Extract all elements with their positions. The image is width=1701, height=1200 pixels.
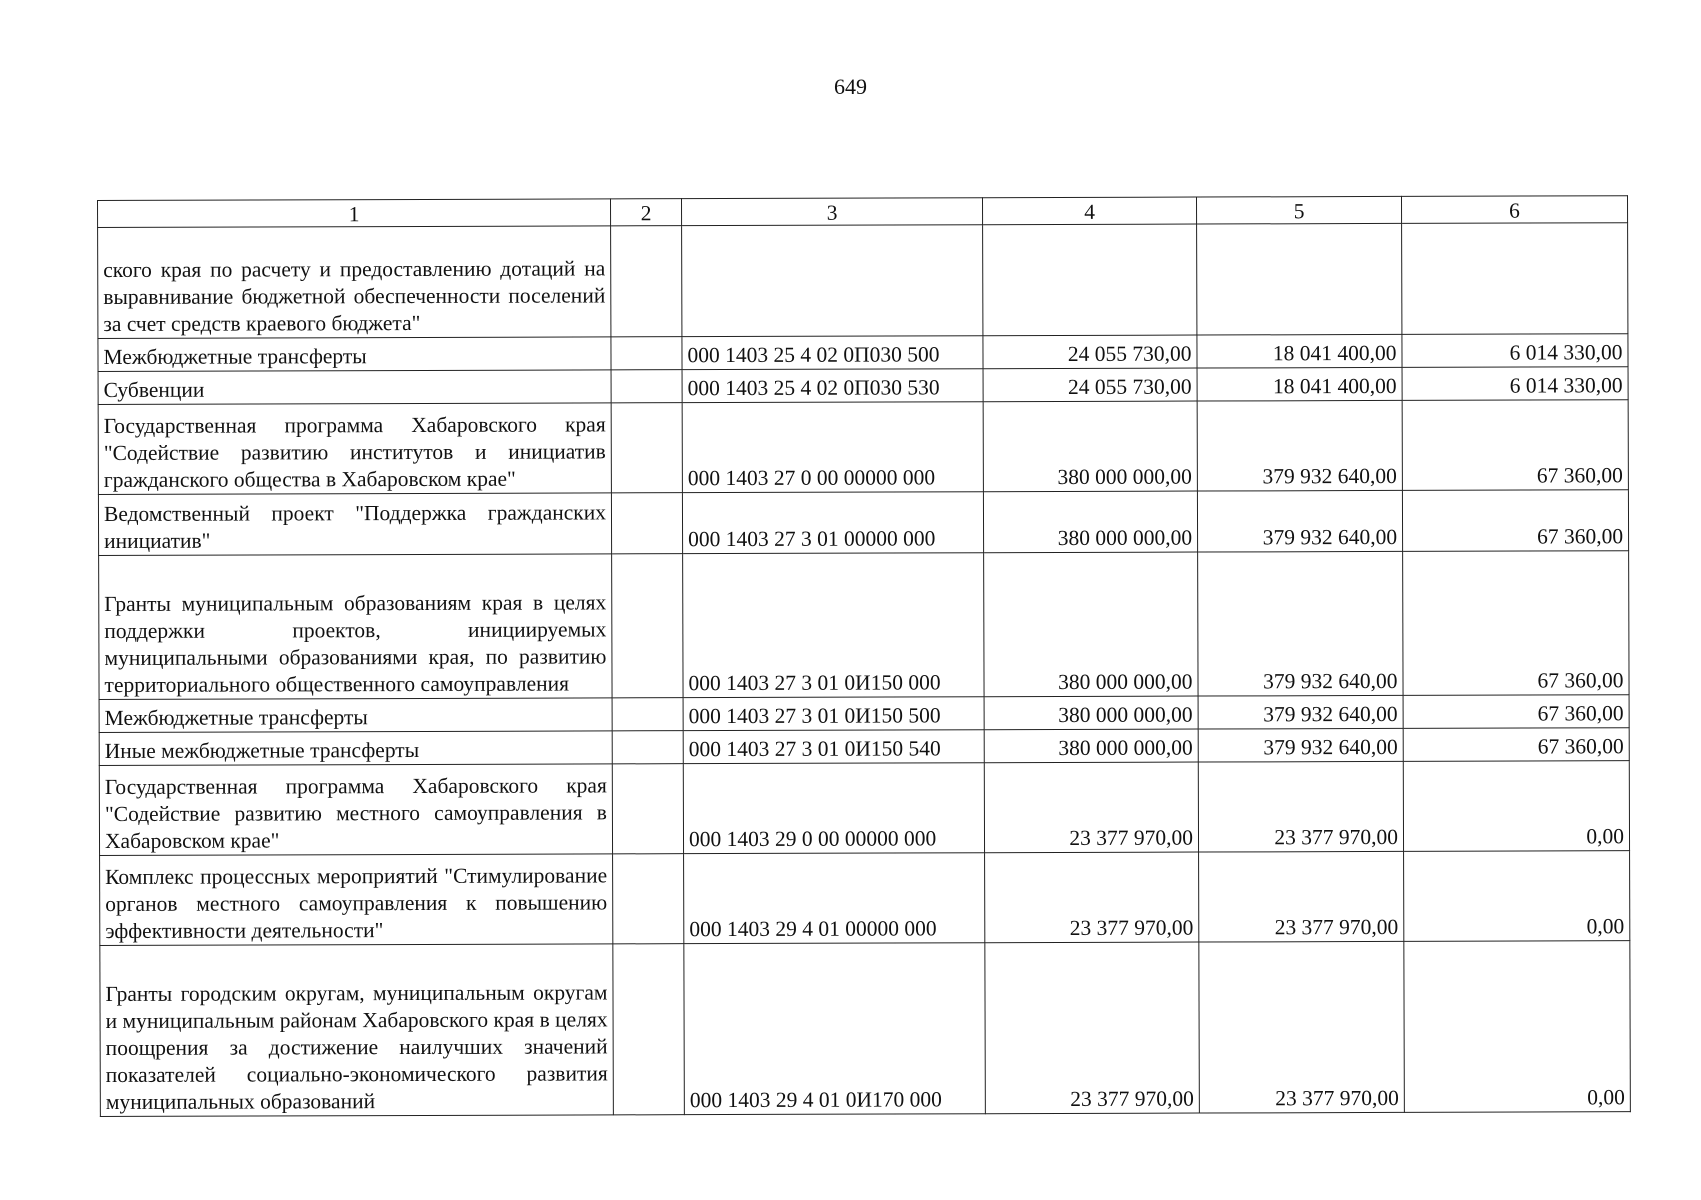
row-col2: [611, 337, 682, 370]
table-row: [99, 728, 1629, 766]
row-col2: [612, 731, 683, 764]
row-value-6: 6 014 330,00: [1402, 367, 1628, 401]
row-col2: [613, 944, 685, 1115]
row-name: Государственная программа Хабаровского края "Содействие развитию институтов и инициатив гражданского общества в Хабаровском крае": [98, 403, 611, 495]
row-value-6: 67 360,00: [1403, 551, 1629, 696]
table-row: [98, 400, 1628, 495]
row-value-6: [1402, 223, 1628, 335]
row-value-4: 380 000 000,00: [984, 552, 1198, 697]
row-col2: [612, 698, 683, 731]
row-col2: [612, 764, 683, 854]
table-row: [99, 761, 1629, 856]
row-value-4: 380 000 000,00: [983, 401, 1197, 492]
row-code: 000 1403 29 4 01 0И170 000: [684, 943, 986, 1115]
row-value-6: 67 360,00: [1403, 695, 1629, 729]
row-value-5: 23 377 970,00: [1199, 851, 1404, 942]
row-value-5: 18 041 400,00: [1197, 367, 1402, 401]
row-code: 000 1403 25 4 02 0П030 530: [682, 369, 983, 403]
row-value-5: 379 932 640,00: [1198, 695, 1403, 729]
table-row: [98, 367, 1628, 405]
table-row: [98, 490, 1628, 556]
row-value-4: 23 377 970,00: [985, 852, 1199, 943]
row-value-6: 67 360,00: [1402, 400, 1628, 491]
row-value-5: 379 932 640,00: [1198, 728, 1403, 762]
row-name: ского края по расчету и предоставлению дотаций на выравнивание бюджетной обеспеченности поселений за счет средств краевого бюджета": [98, 226, 611, 339]
row-value-5: 379 932 640,00: [1197, 490, 1402, 552]
row-value-5: 379 932 640,00: [1198, 551, 1403, 696]
row-code: 000 1403 27 3 01 0И150 500: [683, 697, 984, 731]
row-name: Гранты городским округам, муниципальным округам и муниципальным районам Хабаровского края в целях поощрения за достижение наилучших значений показателей социально-экономического развития муниципальных образований: [100, 944, 614, 1117]
row-value-4: 380 000 000,00: [984, 696, 1198, 730]
row-value-4: 380 000 000,00: [984, 729, 1198, 763]
table-row: [100, 851, 1630, 946]
row-name: Межбюджетные трансферты: [98, 337, 611, 372]
row-name: Ведомственный проект "Поддержка гражданских инициатив": [98, 493, 611, 556]
row-value-5: 379 932 640,00: [1197, 400, 1402, 491]
row-name: Комплекс процессных мероприятий "Стимулирование органов местного самоуправления к повышению эффективности деятельности": [100, 854, 613, 946]
row-col2: [612, 554, 683, 698]
row-name: Субвенции: [98, 370, 611, 405]
row-value-4: 24 055 730,00: [983, 335, 1197, 369]
row-value-5: 23 377 970,00: [1199, 941, 1405, 1113]
page-number: 649: [834, 74, 867, 99]
row-name: Иные межбюджетные трансферты: [99, 731, 612, 766]
row-value-6: 67 360,00: [1402, 490, 1628, 552]
row-code: 000 1403 27 3 01 00000 000: [682, 492, 983, 554]
column-header-6: 6: [1401, 196, 1627, 224]
row-value-6: 0,00: [1404, 941, 1631, 1113]
row-value-5: [1197, 223, 1402, 335]
row-col2: [611, 493, 682, 554]
row-code: 000 1403 29 0 00 00000 000: [683, 763, 984, 854]
row-code: 000 1403 27 3 01 0И150 540: [683, 730, 984, 764]
column-header-4: 4: [982, 197, 1196, 225]
table-row: [98, 334, 1628, 372]
column-header-5: 5: [1196, 196, 1401, 224]
row-value-6: 6 014 330,00: [1402, 334, 1628, 368]
row-value-4: 380 000 000,00: [983, 491, 1197, 553]
table-row: [100, 941, 1631, 1117]
row-value-6: 0,00: [1404, 851, 1630, 942]
table-row: [98, 223, 1628, 339]
table-row: [99, 695, 1629, 733]
row-value-5: 23 377 970,00: [1198, 761, 1403, 852]
row-col2: [611, 403, 682, 493]
row-value-4: [983, 224, 1197, 336]
row-value-6: 0,00: [1403, 761, 1629, 852]
row-code: 000 1403 27 0 00 00000 000: [682, 402, 983, 493]
column-header-1: 1: [98, 199, 611, 228]
budget-table: [97, 195, 1631, 1117]
row-col2: [613, 854, 684, 944]
row-value-4: 23 377 970,00: [985, 942, 1200, 1114]
row-value-4: 23 377 970,00: [984, 762, 1198, 853]
row-code: 000 1403 27 3 01 0И150 000: [683, 553, 984, 698]
row-name: Межбюджетные трансферты: [99, 698, 612, 733]
table-row: [99, 551, 1629, 700]
column-header-2: 2: [610, 199, 681, 226]
row-name: Государственная программа Хабаровского края "Содействие развитию местного самоуправления в Хабаровском крае": [99, 764, 612, 856]
row-code: 000 1403 25 4 02 0П030 500: [682, 336, 983, 370]
row-code: [682, 225, 983, 337]
row-code: 000 1403 29 4 01 00000 000: [684, 853, 985, 944]
row-col2: [611, 370, 682, 403]
row-value-4: 24 055 730,00: [983, 368, 1197, 402]
row-value-6: 67 360,00: [1403, 728, 1629, 762]
row-col2: [611, 226, 682, 337]
row-value-5: 18 041 400,00: [1197, 334, 1402, 368]
column-header-3: 3: [681, 198, 982, 226]
row-name: Гранты муниципальным образованиям края в целях поддержки проектов, инициируемых муниципальными образованиями края, по развитию территориального общественного самоуправления: [99, 554, 612, 700]
